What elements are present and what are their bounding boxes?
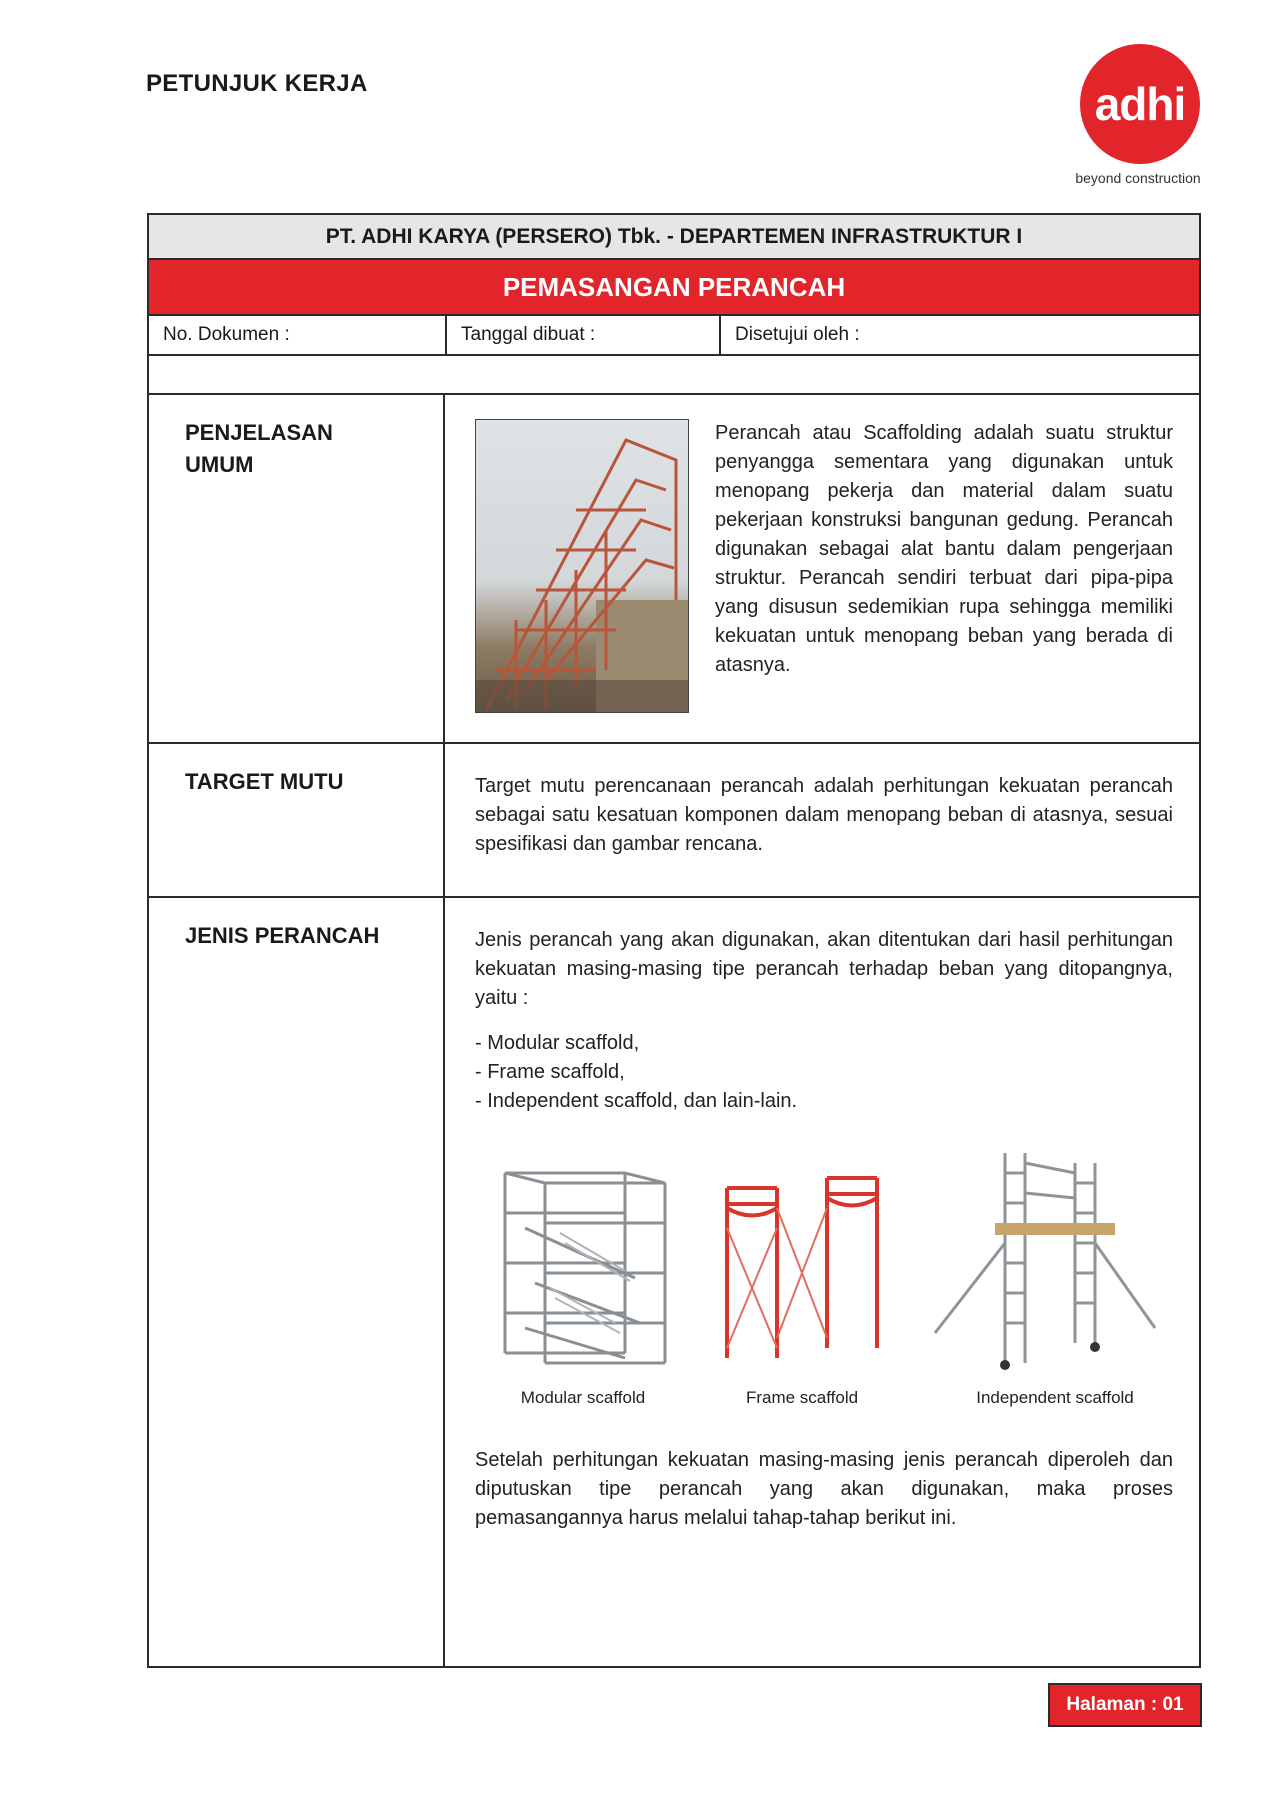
adhi-logo: [1080, 44, 1200, 164]
section-label-cell: [149, 898, 445, 1666]
section-label-cell: [149, 395, 445, 742]
scaffold-type-list: [475, 1029, 1173, 1116]
blank-row: [149, 356, 1199, 395]
date-created-label: Tanggal dibuat :: [461, 324, 596, 345]
list-item: - Frame scaffold,: [475, 1061, 625, 1083]
caption-frame-scaffold: Frame scaffold: [745, 1388, 859, 1407]
section-label-cell: [149, 744, 445, 896]
section-quality-target: [149, 744, 1199, 898]
quality-target-text: Target mutu perencanaan perancah adalah perhitungan kekuatan perancah sebagai satu kesatuan komponen dalam menopang beban di atasnya, sesuai spesifikasi dan gambar rencana.: [475, 775, 1173, 855]
section-content-cell: [445, 898, 1199, 1666]
document-meta-row: [149, 316, 1199, 356]
scaffolding-photo-illustration: [476, 420, 688, 712]
section-label: JENIS PERANCAH: [185, 923, 380, 948]
section-label-line: UMUM: [185, 452, 254, 477]
frame-scaffold-image: [707, 1168, 897, 1368]
list-item: - Modular scaffold,: [475, 1032, 640, 1054]
logo-tagline: beyond construction: [1075, 170, 1201, 186]
logo-text: adhi: [1094, 78, 1186, 130]
page-number-badge: Halaman : 01: [1048, 1683, 1202, 1727]
section-content-cell: [445, 395, 1199, 742]
section-label: TARGET MUTU: [185, 769, 344, 794]
document-title-bar: PEMASANGAN PERANCAH: [149, 260, 1199, 316]
scaffold-types-intro: Jenis perancah yang akan digunakan, akan ditentukan dari hasil perhitungan kekuatan masing-masing tipe perancah terhadap beban yang ditopangnya, yaitu :: [475, 929, 1173, 1009]
approved-by-label: Disetujui oleh :: [735, 324, 860, 345]
document-type-title: PETUNJUK KERJA: [146, 70, 368, 97]
section-content-cell: [445, 744, 1199, 896]
section-label-line: PENJELASAN: [185, 420, 333, 445]
scaffold-types-closing: Setelah perhitungan kekuatan masing-masing jenis perancah diperoleh dan diputuskan tipe perancah yang akan digunakan, maka proses pemasangannya harus melalui tahap-tahap berikut ini.: [475, 1449, 1173, 1529]
section-general: [149, 395, 1199, 744]
company-header: PT. ADHI KARYA (PERSERO) Tbk. - DEPARTEMEN INFRASTRUKTUR I: [149, 215, 1199, 260]
caption-modular-scaffold: Modular scaffold: [520, 1388, 646, 1407]
section-label: [185, 417, 333, 481]
section-scaffold-types: [149, 898, 1199, 1666]
list-item: - Independent scaffold, dan lain-lain.: [475, 1090, 798, 1112]
doc-number-label: No. Dokumen :: [163, 324, 290, 345]
general-description: Perancah atau Scaffolding adalah suatu struktur penyangga sementara yang digunakan untuk menopang pekerja dan material dalam suatu pekerjaan konstruksi bangunan gedung. Perancah digunakan sebagai alat bantu dalam pengerjaan struktur. Perancah sendiri terbuat dari pipa-pipa yang disusun sedemikian rupa sehingga memiliki kekuatan untuk menopang beban yang berada di atasnya.: [715, 422, 1173, 676]
modular-scaffold-image: [465, 1153, 701, 1373]
document-table: [147, 213, 1201, 1668]
caption-independent-scaffold: Independent scaffold: [976, 1388, 1134, 1407]
independent-scaffold-image: [925, 1143, 1161, 1373]
scaffolding-photo: [475, 419, 689, 713]
